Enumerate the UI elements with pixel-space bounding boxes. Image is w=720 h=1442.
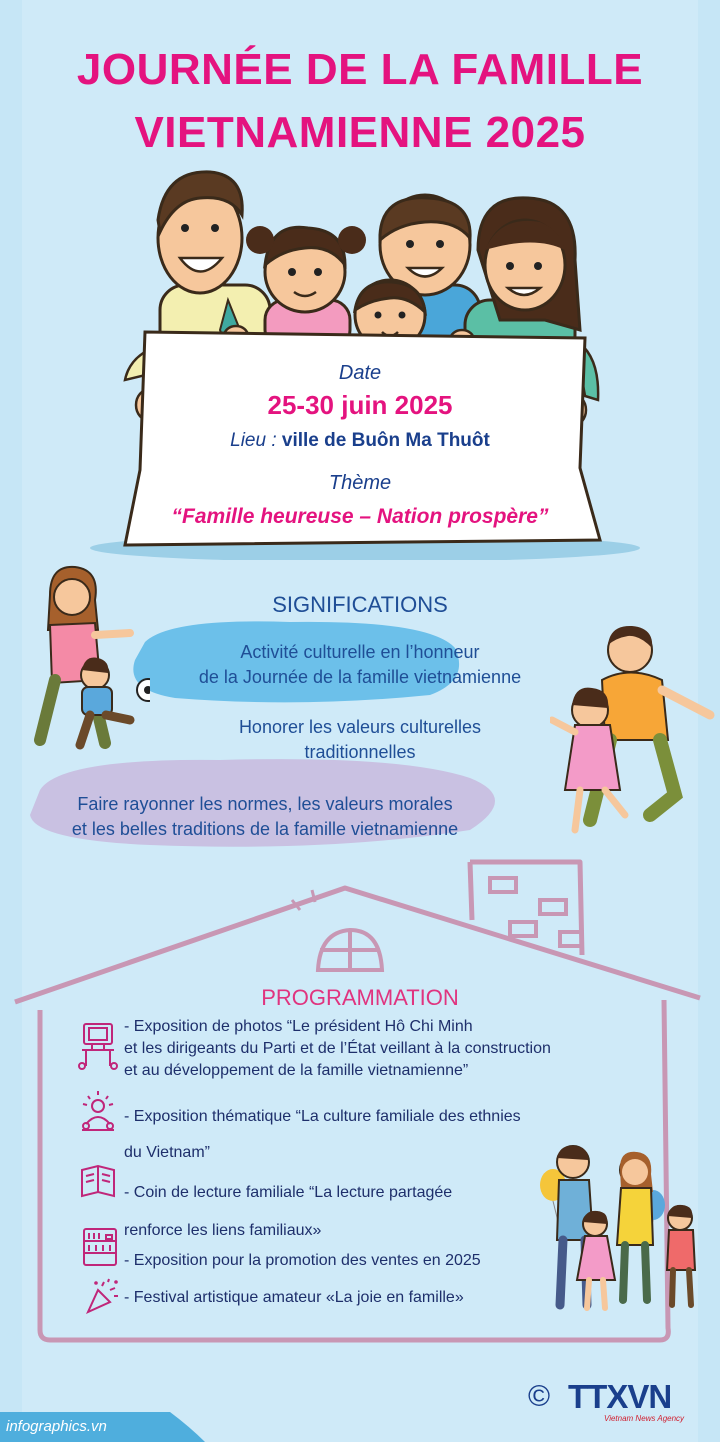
programme-2-line1: - Exposition thématique “La culture familiale des ethnies [124, 1108, 521, 1125]
programme-2-line2: du Vietnam” [124, 1144, 210, 1161]
signification-1-line2: de la Journée de la famille vietnamienne [198, 667, 522, 687]
signification-2-line1: Honorer les valeurs culturelles [238, 717, 482, 737]
photo-exhibition-icon [78, 1020, 118, 1070]
party-popper-icon [82, 1278, 122, 1318]
attic-window [318, 930, 382, 970]
date-label: Date [338, 362, 382, 384]
programme-item-4: - Exposition pour la promotion des ventes en 2025 [124, 1252, 481, 1269]
signification-3-line2: et les belles traditions de la famille vietnamienne [71, 819, 459, 839]
programme-item-5: - Festival artistique amateur «La joie en famille» [124, 1289, 464, 1306]
page-title-line2: VIETNAMIENNE 2025 [134, 108, 586, 157]
place-line [0, 430, 720, 452]
page-title-line1: JOURNÉE DE LA FAMILLE [76, 45, 644, 94]
date-value: 25-30 juin 2025 [267, 390, 453, 420]
programme-item-2 [124, 1099, 521, 1171]
father-daughter-playing-illustration [550, 620, 720, 840]
programme-1-line1: - Exposition de photos “Le président Hô Chi Minh [124, 1018, 473, 1035]
ethnic-culture-icon [78, 1088, 118, 1138]
theme-label: Thème [328, 472, 392, 494]
programme-item-1 [124, 1016, 551, 1082]
father-figure [158, 172, 270, 355]
place-label: Lieu : [230, 430, 277, 451]
programme-3-line2: renforce les liens familiaux» [124, 1222, 322, 1239]
mother-son-playing-illustration [20, 555, 150, 755]
significations-heading: SIGNIFICATIONS [272, 592, 448, 617]
copyright-symbol: © [528, 1380, 551, 1413]
programme-item-3 [124, 1174, 452, 1250]
shop-shelf-icon [80, 1225, 120, 1269]
theme-value: “Famille heureuse – Nation prospère” [171, 505, 549, 528]
agency-logo [568, 1380, 700, 1423]
agency-subtitle: Vietnam News Agency [604, 1414, 685, 1423]
signification-3-line1: Faire rayonner les normes, les valeurs morales [77, 794, 453, 814]
agency-logo-text: TTXVN [568, 1378, 672, 1415]
programme-1-line3: et au développement de la famille vietnamienne” [124, 1062, 469, 1079]
programme-3-line1: - Coin de lecture familiale “La lecture partagée [124, 1184, 453, 1201]
programme-1-line2: et les dirigeants du Parti et de l’État veillant à la construction [124, 1040, 551, 1057]
footer-credit: infographics.vn [6, 1418, 107, 1435]
signification-2-line2: traditionnelles [304, 742, 416, 762]
place-value: ville de Buôn Ma Thuôt [281, 430, 490, 451]
girl-figure [246, 226, 366, 350]
book-icon [78, 1162, 120, 1202]
signification-1-line1: Activité culturelle en l’honneur [240, 642, 480, 662]
family-with-balloons-illustration [535, 1140, 715, 1315]
signification-item-3 [0, 792, 530, 842]
programmation-heading: PROGRAMMATION [261, 985, 459, 1010]
